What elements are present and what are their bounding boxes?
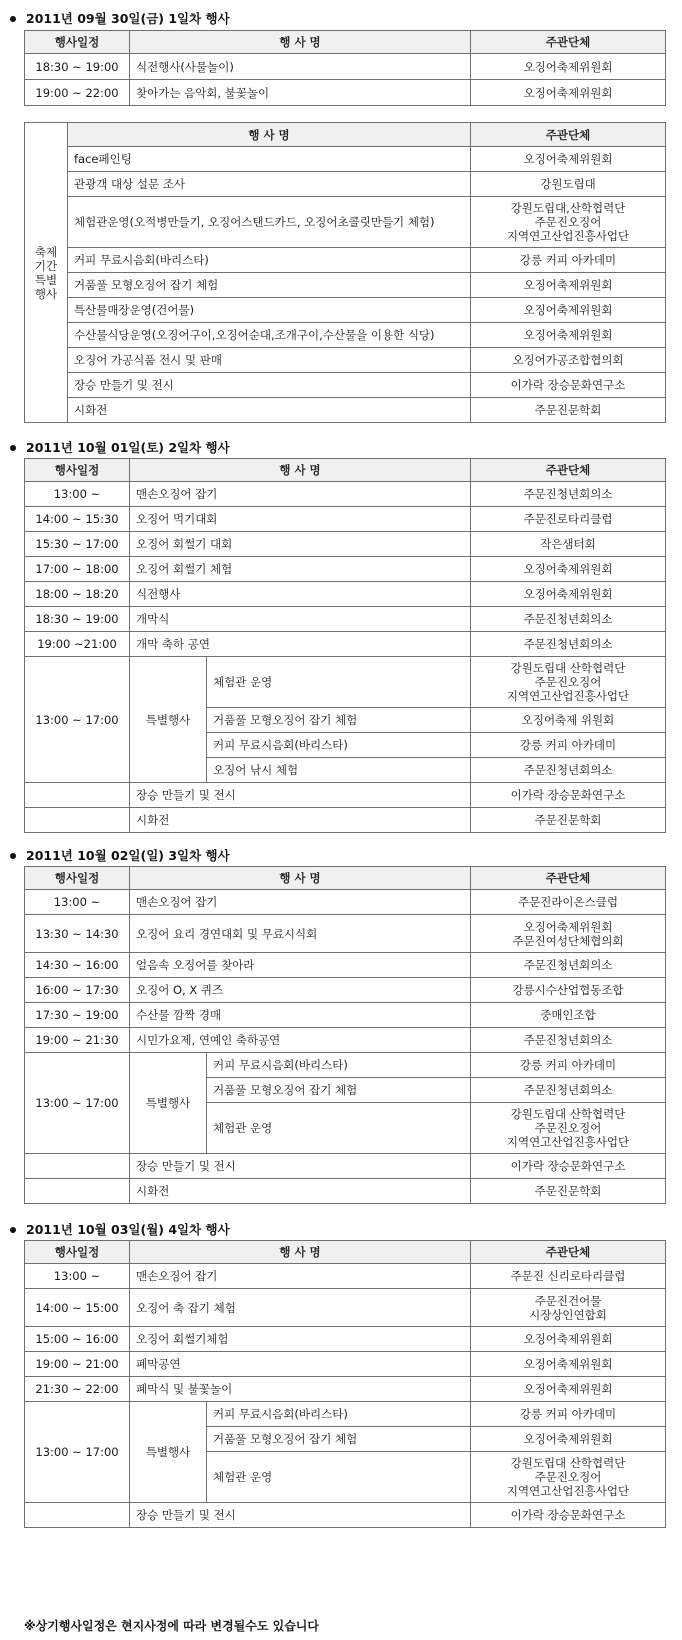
org-cell: 강릉 커피 아카데미 [471,248,666,273]
table-row [25,808,666,833]
org-cell: 주문진건어물 시장상인연합회 [471,1289,666,1327]
header-organizer: 주관단체 [471,459,666,482]
day1-title [10,10,230,28]
org-cell: 오징어가공조합협의회 [471,348,666,373]
org-cell: 주문진청년회의소 [471,953,666,978]
table-row [25,147,666,172]
org-cell: 오징어축제위원회 [471,582,666,607]
day3-title [10,847,230,865]
table-row [25,1402,666,1427]
table-row [25,607,666,632]
table-header-row [25,1241,666,1264]
table-row [25,1264,666,1289]
org-cell: 중매인조합 [471,1003,666,1028]
time-cell: 18:00 ~ 18:20 [25,582,130,607]
table-row [25,783,666,808]
org-cell: 주문진청년회의소 [471,607,666,632]
header-organizer: 주관단체 [471,867,666,890]
org-cell: 강릉시수산업협동조합 [471,978,666,1003]
table-row [25,657,666,708]
table-row [25,890,666,915]
time-cell: 13:00 ~ [25,482,130,507]
event-cell: 장승 만들기 및 전시 [130,1154,471,1179]
header-organizer: 주관단체 [471,31,666,54]
org-cell: 주문진 신리로타리클럽 [471,1264,666,1289]
table-row [25,632,666,657]
table-row [25,298,666,323]
day2-title [10,439,230,457]
special-event-label: 특별행사 [130,1053,207,1154]
event-cell: 맨손오징어 잡기 [130,1264,471,1289]
event-cell: 얼음속 오징어를 찾아라 [130,953,471,978]
org-cell: 오징어축제위원회 [471,1327,666,1352]
time-cell: 15:30 ~ 17:00 [25,532,130,557]
table-row [25,1028,666,1053]
org-cell: 오징어축제위원회 [471,80,666,106]
day4-title [10,1221,230,1239]
table-header-row [25,31,666,54]
table-row [25,1289,666,1327]
event-cell: 폐막공연 [130,1352,471,1377]
table-row [25,482,666,507]
empty-time-cell [25,1179,130,1204]
org-cell: 이가락 장승문화연구소 [471,373,666,398]
special-event-label: 특별행사 [130,657,207,783]
event-cell: 오징어 축 잡기 체험 [130,1289,471,1327]
day1-title-text: 2011년 09월 30일(금) 1일차 행사 [26,11,230,26]
time-cell: 14:00 ~ 15:30 [25,507,130,532]
event-cell: 장승 만들기 및 전시 [68,373,471,398]
time-cell: 13:00 ~ [25,890,130,915]
org-cell: 강릉 커피 아카데미 [471,1402,666,1427]
org-cell: 강원도립대 산학협력단 주문진오징어 지역연고산업진흥사업단 [471,1103,666,1154]
bullet-icon [10,445,16,451]
header-organizer: 주관단체 [471,123,666,147]
event-cell: 맨손오징어 잡기 [130,890,471,915]
time-cell: 19:00 ~ 21:00 [25,1352,130,1377]
org-cell: 오징어축제위원회 [471,1352,666,1377]
event-cell: 폐막식 및 불꽃놀이 [130,1377,471,1402]
table-row [25,1503,666,1528]
bullet-icon [10,16,16,22]
day3-table [24,866,666,1204]
time-cell: 13:00 ~ 17:00 [25,1402,130,1503]
time-cell: 19:00 ~21:00 [25,632,130,657]
event-cell: 수산물식당운영(오징어구이,오징어순대,조개구이,수산물을 이용한 식당) [68,323,471,348]
event-cell: 거품풀 모형오징어 잡기 체험 [68,273,471,298]
event-cell: 식전행사 [130,582,471,607]
org-cell: 오징어축제위원회 [471,273,666,298]
table-row [25,172,666,197]
time-cell: 13:00 ~ [25,1264,130,1289]
table-row [25,1053,666,1078]
time-cell: 14:30 ~ 16:00 [25,953,130,978]
org-cell: 작은샘터회 [471,532,666,557]
event-cell: 체험관 운영 [207,657,471,708]
event-cell: 오징어 O, X 퀴즈 [130,978,471,1003]
org-cell: 오징어축제위원회 [471,298,666,323]
event-cell: 거품풀 모형오징어 잡기 체험 [207,1078,471,1103]
event-cell: 커피 무료시음회(바리스타) [207,733,471,758]
event-cell: 시화전 [68,398,471,423]
org-cell: 주문진청년회의소 [471,1028,666,1053]
table-row [25,323,666,348]
table-row [25,1179,666,1204]
org-cell: 주문진청년회의소 [471,482,666,507]
header-event: 행 사 명 [130,459,471,482]
org-cell: 주문진문학회 [471,808,666,833]
event-cell: 개막 축하 공연 [130,632,471,657]
table-row [25,978,666,1003]
org-cell: 오징어축제 위원회 [471,708,666,733]
org-cell: 주문진로타리클럽 [471,507,666,532]
table-row [25,507,666,532]
org-cell: 강릉 커피 아카데미 [471,733,666,758]
event-cell: 거품풀 모형오징어 잡기 체험 [207,1427,471,1452]
org-cell: 강원도립대,산학협력단 주문진오징어 지역연고산업진흥사업단 [471,197,666,248]
event-cell: 커피 무료시음회(바리스타) [68,248,471,273]
empty-time-cell [25,1503,130,1528]
event-cell: face페인팅 [68,147,471,172]
time-cell: 18:30 ~ 19:00 [25,54,130,80]
table-row [25,557,666,582]
event-cell: 맨손오징어 잡기 [130,482,471,507]
table-header-row [25,123,666,147]
header-event: 행 사 명 [130,31,471,54]
event-cell: 특산물매장운영(건어물) [68,298,471,323]
event-cell: 체험관 운영 [207,1103,471,1154]
empty-time-cell [25,783,130,808]
org-cell: 강원도립대 산학협력단 주문진오징어 지역연고산업진흥사업단 [471,1452,666,1503]
time-cell: 19:00 ~ 22:00 [25,80,130,106]
org-cell: 강원도립대 [471,172,666,197]
footnote: ※상기행사일정은 현지사정에 따라 변경될수도 있습니다 [24,1619,319,1633]
org-cell: 오징어축제위원회 [471,1427,666,1452]
festival-period-table [24,122,666,423]
table-row [25,532,666,557]
time-cell: 13:00 ~ 17:00 [25,1053,130,1154]
table-row [25,80,666,106]
org-cell: 이가락 장승문화연구소 [471,1154,666,1179]
time-cell: 17:00 ~ 18:00 [25,557,130,582]
table-row [25,1377,666,1402]
table-header-row [25,459,666,482]
header-event: 행 사 명 [130,867,471,890]
event-cell: 수산물 깜짝 경매 [130,1003,471,1028]
day1-table [24,30,666,106]
header-organizer: 주관단체 [471,1241,666,1264]
org-cell: 오징어축제위원회 [471,557,666,582]
table-row [25,1003,666,1028]
time-cell: 15:00 ~ 16:00 [25,1327,130,1352]
event-cell: 거품풀 모형오징어 잡기 체험 [207,708,471,733]
org-cell: 오징어축제위원회 주문진여성단체협의회 [471,915,666,953]
org-cell: 주문진청년회의소 [471,1078,666,1103]
org-cell: 오징어축제위원회 [471,1377,666,1402]
org-cell: 강릉 커피 아카데미 [471,1053,666,1078]
org-cell: 이가락 장승문화연구소 [471,1503,666,1528]
event-cell: 장승 만들기 및 전시 [130,1503,471,1528]
event-cell: 오징어 회썰기 체험 [130,557,471,582]
event-cell: 오징어 가공식품 전시 및 판매 [68,348,471,373]
header-schedule: 행사일정 [25,1241,130,1264]
event-cell: 커피 무료시음회(바리스타) [207,1053,471,1078]
org-cell: 주문진청년회의소 [471,758,666,783]
event-cell: 시화전 [130,808,471,833]
table-row [25,273,666,298]
table-row [25,248,666,273]
event-cell: 찾아가는 음악회, 불꽃놀이 [130,80,471,106]
event-cell: 오징어 먹기대회 [130,507,471,532]
day2-table [24,458,666,833]
header-event: 행 사 명 [130,1241,471,1264]
event-cell: 체험관 운영 [207,1452,471,1503]
table-row [25,1154,666,1179]
table-row [25,54,666,80]
org-cell: 오징어축제위원회 [471,147,666,172]
org-cell: 오징어축제위원회 [471,54,666,80]
bullet-icon [10,1227,16,1233]
org-cell: 이가락 장승문화연구소 [471,783,666,808]
event-cell: 장승 만들기 및 전시 [130,783,471,808]
event-cell: 커피 무료시음회(바리스타) [207,1402,471,1427]
festival-period-label: 축제 기간 특별 행사 [25,123,68,423]
time-cell: 17:30 ~ 19:00 [25,1003,130,1028]
day3-title-text: 2011년 10월 02일(일) 3일차 행사 [26,848,230,863]
header-schedule: 행사일정 [25,31,130,54]
table-row [25,1352,666,1377]
table-header-row [25,867,666,890]
special-event-label: 특별행사 [130,1402,207,1503]
table-row [25,915,666,953]
event-cell: 오징어 회썰기 대회 [130,532,471,557]
header-schedule: 행사일정 [25,867,130,890]
org-cell: 강원도립대 산학협력단 주문진오징어 지역연고산업진흥사업단 [471,657,666,708]
bullet-icon [10,853,16,859]
time-cell: 16:00 ~ 17:30 [25,978,130,1003]
org-cell: 주문진청년회의소 [471,632,666,657]
day4-table [24,1240,666,1528]
event-cell: 관광객 대상 설문 조사 [68,172,471,197]
header-schedule: 행사일정 [25,459,130,482]
table-row [25,398,666,423]
org-cell: 오징어축제위원회 [471,323,666,348]
event-cell: 식전행사(사물놀이) [130,54,471,80]
table-row [25,582,666,607]
time-cell: 21:30 ~ 22:00 [25,1377,130,1402]
header-event: 행 사 명 [68,123,471,147]
event-cell: 오징어 낚시 체험 [207,758,471,783]
org-cell: 주문진문학회 [471,398,666,423]
table-row [25,373,666,398]
time-cell: 14:00 ~ 15:00 [25,1289,130,1327]
time-cell: 18:30 ~ 19:00 [25,607,130,632]
event-cell: 오징어 요리 경연대회 및 무료시식회 [130,915,471,953]
event-cell: 개막식 [130,607,471,632]
time-cell: 13:30 ~ 14:30 [25,915,130,953]
event-cell: 시화전 [130,1179,471,1204]
event-cell: 시민가요제, 연예인 축하공연 [130,1028,471,1053]
table-row [25,1327,666,1352]
event-cell: 체험관운영(오적병만들기, 오징어스탠드카드, 오징어초콜릿만들기 체험) [68,197,471,248]
time-cell: 19:00 ~ 21:30 [25,1028,130,1053]
day2-title-text: 2011년 10월 01일(토) 2일차 행사 [26,440,230,455]
table-row [25,348,666,373]
day4-title-text: 2011년 10월 03일(월) 4일차 행사 [26,1222,230,1237]
empty-time-cell [25,808,130,833]
table-row [25,953,666,978]
org-cell: 주문진문학회 [471,1179,666,1204]
org-cell: 주문진라이온스클럽 [471,890,666,915]
table-row [25,197,666,248]
event-cell: 오징어 회썰기체험 [130,1327,471,1352]
empty-time-cell [25,1154,130,1179]
time-cell: 13:00 ~ 17:00 [25,657,130,783]
